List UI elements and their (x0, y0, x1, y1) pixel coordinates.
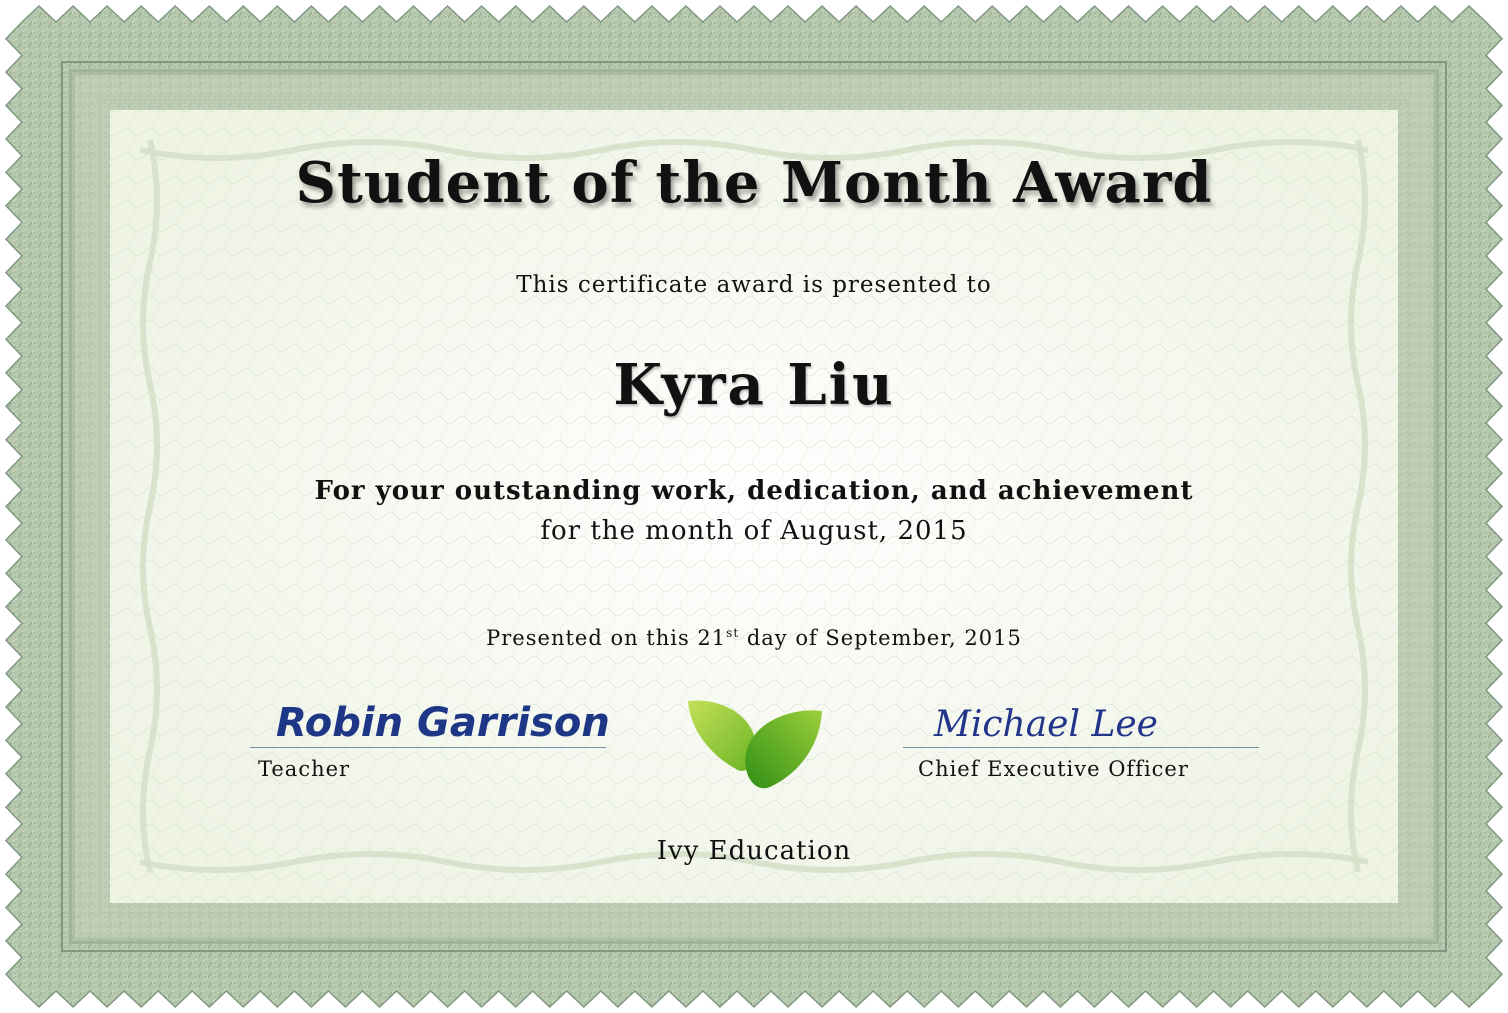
presented-to-text: This certificate award is presented to (516, 272, 992, 298)
certificate-title: Student of the Month Award (295, 150, 1213, 216)
ceo-role: Chief Executive Officer (918, 757, 1189, 781)
organization-name: Ivy Education (656, 836, 852, 866)
teacher-signature-line (250, 747, 606, 748)
period-line: for the month of August, 2015 (540, 516, 968, 546)
leaf-logo-icon (680, 695, 830, 795)
ceo-signature-line (903, 747, 1259, 748)
presentation-date (0, 626, 1508, 650)
date-rest: day of September, 2015 (739, 626, 1022, 650)
date-ordinal-suffix: st (726, 626, 740, 640)
teacher-role: Teacher (258, 757, 351, 781)
leaf-right-icon (745, 710, 822, 788)
teacher-signature: Robin Garrison (276, 700, 610, 746)
date-prefix: Presented on this 21 (486, 626, 727, 650)
ceo-signature: Michael Lee (934, 704, 1158, 745)
reason-line: For your outstanding work, dedication, and achievement (314, 476, 1194, 506)
recipient-name: Kyra Liu (613, 352, 895, 418)
